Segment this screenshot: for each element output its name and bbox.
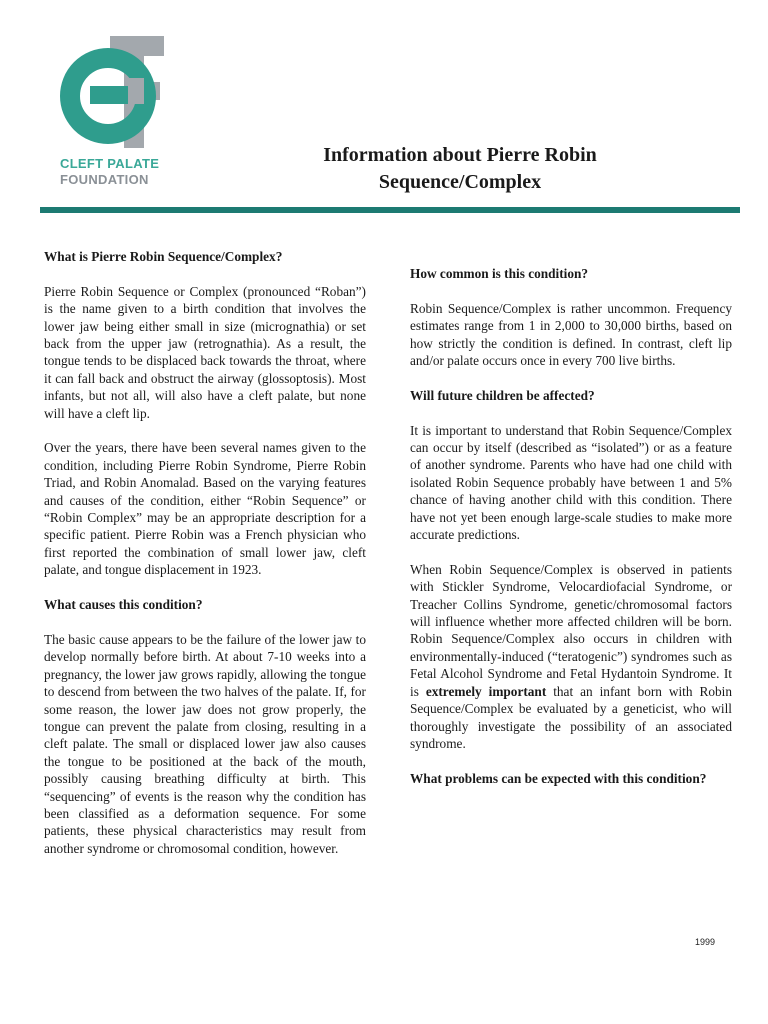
section-heading: How common is this condition?	[410, 266, 589, 281]
logo-line-1: CLEFT PALATE	[60, 156, 160, 171]
title-line-1: Information about Pierre Robin	[323, 144, 597, 166]
left-column	[44, 248, 366, 875]
section-heading: What is Pierre Robin Sequence/Complex?	[44, 249, 283, 264]
section-heading: What causes this condition?	[44, 597, 203, 613]
header-divider	[40, 207, 740, 213]
section-heading: What problems can be expected with this condition?	[410, 770, 707, 786]
paragraph: Pierre Robin Sequence or Complex (pronounced “Roban”) is the name given to a birth condition that involves the lower jaw being either small in size (micrognathia) or set back from the upper jaw (retrognathia). As a result, the tongue tends to be displaced back towards the throat, where it can fall back and obstruct the airway (glossoptosis). Most infants, but not all, will also have a cleft palate, but none will have a cleft lip.	[44, 283, 366, 421]
section-heading: Will future children be affected?	[410, 387, 595, 403]
paragraph: Over the years, there have been several names given to the condition, including Pierre Robin Syndrome, Pierre Robin Triad, and Robin Anomalad. Based on the varying features and causes of the condition, either “Robin Sequence” or “Robin Complex” may be an appropriate description for a specific patient. Pierre Robin was a French physician who first reported the combination of small lower jaw, cleft palate, and tongue displacement in 1923.	[44, 440, 366, 578]
paragraph-text: When Robin Sequence/Complex is observed in patients with Stickler Syndrome, Velocardiofacial Syndrome, or Treacher Collins Syndrome, genetic/chromosomal factors will influence whether more affected children will be born. Robin Sequence/Complex also occurs in children with environmentally-induced (“teratogenic”) syndromes such as Fetal Alcohol Syndrome and Fetal Hydantoin Syndrome. It is	[410, 561, 732, 699]
paragraph: The basic cause appears to be the failure of the lower jaw to develop normally before birth. At about 7-10 weeks into a pregnancy, the lower jaw grows rapidly, allowing the tongue to descend from between the two halves of the palate. If, for some reason, the lower jaw does not grow properly, the tongue can prevent the palate from closing, resulting in a cleft palate. The small or displaced lower jaw also causes the tongue to be positioned at the back of the mouth, possibly causing breathing difficulty at birth. This “sequencing” of events is the reason why the condition has been classified as a deformation sequence. For some patients, these physical characteristics may result from another syndrome or chromosomal condition, however.	[44, 631, 366, 856]
paragraph-text: that an infant born with Robin Sequence/Complex be evaluated by a geneticist, who will thoroughly investigate the possibility of an associated syndrome.	[410, 683, 732, 751]
emphasis-text: extremely important	[425, 683, 547, 699]
paragraph: It is important to understand that Robin Sequence/Complex can occur by itself (described as “isolated”) or as a feature of another syndrome. Parents who have had one child with isolated Robin Sequence probably have between 1 and 5% chance of having another child with this condition. There have not yet been enough large-scale studies to make more accurate predictions.	[410, 422, 732, 543]
logo-mark-icon	[60, 34, 170, 154]
logo-line-2: FOUNDATION	[60, 172, 149, 187]
right-column	[410, 265, 732, 805]
footer-year: 1999	[695, 937, 716, 947]
title-line-2: Sequence/Complex	[378, 171, 542, 193]
cleft-palate-foundation-logo	[60, 34, 170, 189]
paragraph	[410, 561, 732, 752]
document-title	[290, 142, 630, 196]
paragraph: Robin Sequence/Complex is rather uncommon. Frequency estimates range from 1 in 2,000 to 30,000 births, based on how strictly the condition is defined. In contrast, cleft lip and/or palate occurs once in every 700 live births.	[410, 300, 732, 369]
